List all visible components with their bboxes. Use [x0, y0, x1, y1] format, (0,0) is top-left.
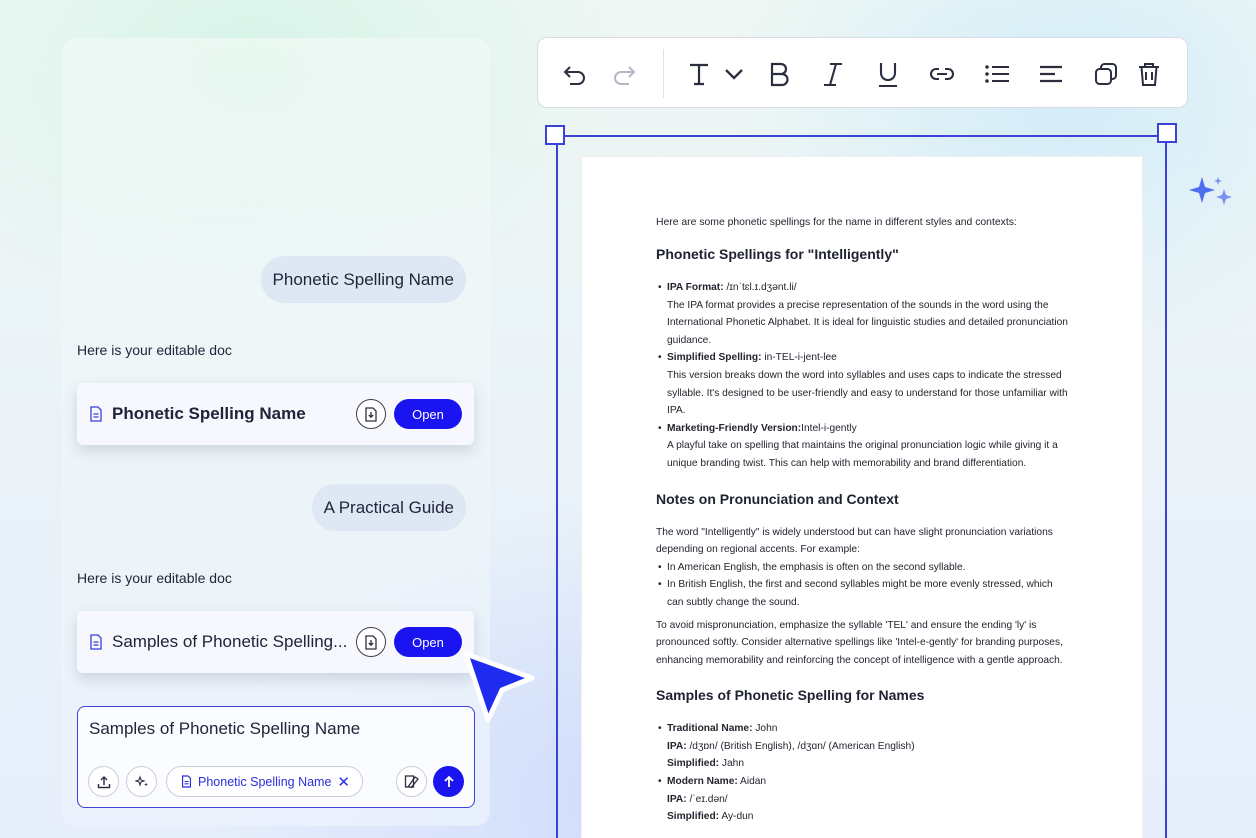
underline-icon: [875, 60, 901, 88]
user-message-text: A Practical Guide: [323, 497, 454, 517]
item-value: /ɪnˈtɛl.ɪ.dʒənt.li/: [723, 282, 797, 293]
composer-input-text[interactable]: Samples of Phonetic Spelling Name: [89, 719, 361, 738]
undo-icon: [561, 60, 589, 88]
simplified-line: [667, 755, 1071, 773]
bullet-list-button[interactable]: [983, 60, 1011, 88]
download-icon: [364, 635, 378, 650]
ipa-line: [667, 738, 1071, 756]
item-value: Aidan: [737, 776, 767, 788]
sparkle-icon: [135, 775, 149, 789]
user-message-bubble: [312, 484, 466, 531]
list-item: [656, 720, 1071, 773]
editor-toolbar: [537, 37, 1188, 108]
doc-card-title: Phonetic Spelling Name: [112, 404, 306, 423]
doc-bullet-list: [656, 559, 1142, 612]
doc-bullet-list: [656, 279, 1142, 473]
remove-attachment-icon[interactable]: ✕: [337, 773, 350, 791]
item-label: Simplified Spelling:: [667, 352, 762, 364]
italic-button[interactable]: [819, 60, 847, 88]
item-label: Modern Name:: [667, 776, 738, 788]
resize-handle-top-left[interactable]: [545, 125, 565, 145]
document-icon: [181, 775, 192, 788]
text-style-icon: [685, 60, 713, 88]
bold-icon: [766, 60, 792, 88]
ipa-label: IPA:: [667, 740, 687, 752]
resize-handle-top-right[interactable]: [1157, 123, 1177, 143]
list-item: [656, 349, 1071, 419]
bold-button[interactable]: [765, 60, 793, 88]
doc-heading: Samples of Phonetic Spelling for Names: [656, 687, 925, 704]
delete-button[interactable]: [1135, 60, 1163, 88]
document-page[interactable]: [582, 157, 1142, 838]
ai-assist-button[interactable]: [126, 766, 157, 797]
doc-card[interactable]: [77, 383, 474, 445]
user-message-text: Phonetic Spelling Name: [272, 269, 454, 289]
simplified-label: Simplified:: [667, 811, 720, 823]
simplified-value: Jahn: [719, 758, 744, 770]
upload-button[interactable]: [88, 766, 119, 797]
link-icon: [928, 60, 956, 88]
item-value: in-TEL-i-jent-lee: [761, 352, 837, 364]
open-button[interactable]: Open: [394, 399, 462, 429]
toolbar-divider: [663, 49, 664, 98]
delete-icon: [1135, 60, 1163, 88]
simplified-line: [667, 808, 1071, 826]
doc-paragraph: The word "Intelligently" is widely understood but can have slight pronunciation variations depending on regional accents. For example:: [656, 526, 1053, 556]
attachment-label: Phonetic Spelling Name: [198, 774, 332, 789]
redo-icon: [610, 60, 638, 88]
ipa-label: IPA:: [667, 793, 687, 805]
doc-heading: Notes on Pronunciation and Context: [656, 490, 899, 507]
italic-icon: [820, 60, 846, 88]
document-icon: [89, 634, 103, 650]
ipa-value: /dʒɒn/ (British English), /dʒɑn/ (American English): [686, 740, 915, 752]
chevron-down-icon: [723, 63, 745, 85]
download-button[interactable]: [356, 399, 386, 429]
link-button[interactable]: [928, 60, 956, 88]
redo-button[interactable]: [610, 60, 638, 88]
list-item: [656, 773, 1071, 826]
chat-panel: [62, 38, 490, 826]
document-icon: [89, 406, 103, 422]
sparkle-icon: [1188, 175, 1238, 215]
send-button[interactable]: [433, 766, 464, 797]
align-button[interactable]: [1037, 60, 1065, 88]
assistant-message-text: Here is your editable doc: [77, 342, 232, 358]
item-label: Marketing-Friendly Version:: [667, 422, 802, 434]
template-icon: [404, 774, 419, 789]
templates-button[interactable]: [396, 766, 427, 797]
doc-intro: Here are some phonetic spellings for the name in different styles and contexts:: [656, 217, 1017, 228]
arrow-up-icon: [442, 775, 456, 789]
item-detail: This version breaks down the word into syllables and uses caps to indicate the stressed syllable. It's designed to be user-friendly and easy to understand for those unfamiliar with IPA.: [667, 369, 1068, 417]
assistant-message-text: Here is your editable doc: [77, 570, 232, 586]
item-label: Traditional Name:: [667, 723, 753, 735]
item-label: IPA Format:: [667, 282, 724, 293]
upload-icon: [96, 774, 112, 790]
item-value: Intel-i-gently: [801, 422, 857, 434]
download-button[interactable]: [356, 627, 386, 657]
list-item: • In American English, the emphasis is often on the second syllable.: [656, 559, 1071, 577]
list-item: • In British English, the first and second syllables might be more evenly stressed, which can subtly change the sound.: [656, 576, 1071, 611]
message-composer[interactable]: [77, 706, 475, 808]
doc-bullet-list: [656, 720, 1142, 826]
underline-button[interactable]: [874, 60, 902, 88]
doc-card[interactable]: [77, 611, 474, 673]
align-left-icon: [1037, 60, 1065, 88]
duplicate-icon: [1092, 60, 1120, 88]
text-style-dropdown[interactable]: [720, 60, 748, 88]
ipa-value: /ˈeɪ.dən/: [686, 793, 728, 805]
item-detail: The IPA format provides a precise representation of the sounds in the word using the International Phonetic Alphabet. It is ideal for linguistic studies and detailed pronunciation guidance.: [667, 299, 1068, 346]
item-detail: A playful take on spelling that maintains the original pronunciation logic while giving it a unique branding twist. This can help with memorability and brand differentiation.: [667, 440, 1058, 469]
attachment-chip[interactable]: [166, 766, 363, 797]
bullet-list-icon: [983, 60, 1011, 88]
download-icon: [364, 407, 378, 422]
open-button[interactable]: Open: [394, 627, 462, 657]
list-item: [656, 279, 1071, 349]
cursor-arrow-icon: [458, 648, 540, 726]
doc-heading: Phonetic Spellings for "Intelligently": [656, 246, 899, 262]
simplified-value: Ay-dun: [719, 811, 754, 823]
text-style-button[interactable]: [685, 60, 713, 88]
ipa-line: [667, 791, 1071, 809]
doc-card-title: Samples of Phonetic Spelling...: [112, 632, 348, 651]
doc-paragraph: To avoid mispronunciation, emphasize the syllable 'TEL' and ensure the ending 'ly' is pronounced softly. Consider alternative spellings like 'Intel-e-gently' for branding purposes, enhancing memorability and reinforcing the concept of intelligence with a gentle approach.: [656, 619, 1063, 666]
list-item: [656, 420, 1071, 473]
item-value: John: [752, 723, 778, 735]
user-message-bubble: [261, 256, 466, 303]
simplified-label: Simplified:: [667, 758, 720, 770]
undo-button[interactable]: [561, 60, 589, 88]
duplicate-button[interactable]: [1092, 60, 1120, 88]
